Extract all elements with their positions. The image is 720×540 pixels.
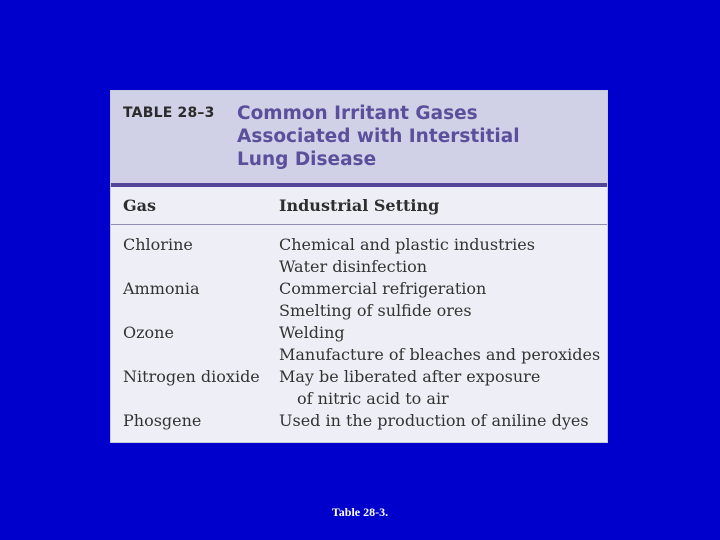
setting-cell: Manufacture of bleaches and peroxides — [279, 345, 601, 364]
setting-cell: Water disinfection — [279, 257, 428, 276]
gas-cell: Chlorine — [123, 235, 193, 254]
column-header-industrial-setting: Industrial Setting — [279, 196, 440, 215]
header-rule — [111, 183, 607, 187]
table-header — [111, 91, 607, 183]
gas-cell: Ozone — [123, 323, 174, 342]
table-row — [111, 410, 607, 432]
setting-cell: Smelting of sulfide ores — [279, 301, 472, 320]
table-row — [111, 278, 607, 300]
setting-cell: Welding — [279, 323, 345, 342]
table-body — [111, 234, 607, 432]
table-row — [111, 366, 607, 388]
setting-cell: Chemical and plastic industries — [279, 235, 535, 254]
table-number: TABLE 28–3 — [123, 105, 215, 121]
table-title-line: Common Irritant Gases — [237, 103, 478, 124]
table-row — [111, 300, 607, 322]
setting-cell: Commercial refrigeration — [279, 279, 487, 298]
setting-cell: May be liberated after exposure — [279, 367, 541, 386]
gas-cell: Nitrogen dioxide — [123, 367, 260, 386]
setting-cell: Used in the production of aniline dyes — [279, 411, 589, 430]
gas-cell: Phosgene — [123, 411, 202, 430]
slide-caption: Table 28-3. — [331, 505, 389, 519]
table-row — [111, 256, 607, 278]
table-title-line: Associated with Interstitial — [237, 126, 520, 147]
table-row — [111, 322, 607, 344]
column-header-gas: Gas — [123, 196, 157, 215]
gas-cell: Ammonia — [123, 279, 200, 298]
setting-cell: of nitric acid to air — [297, 389, 449, 408]
table-title-line: Lung Disease — [237, 149, 377, 170]
table-row — [111, 234, 607, 256]
table-title — [237, 102, 597, 171]
table-row — [111, 344, 607, 366]
column-header-rule — [111, 224, 607, 225]
table-row — [111, 388, 607, 410]
table-figure — [110, 90, 608, 443]
